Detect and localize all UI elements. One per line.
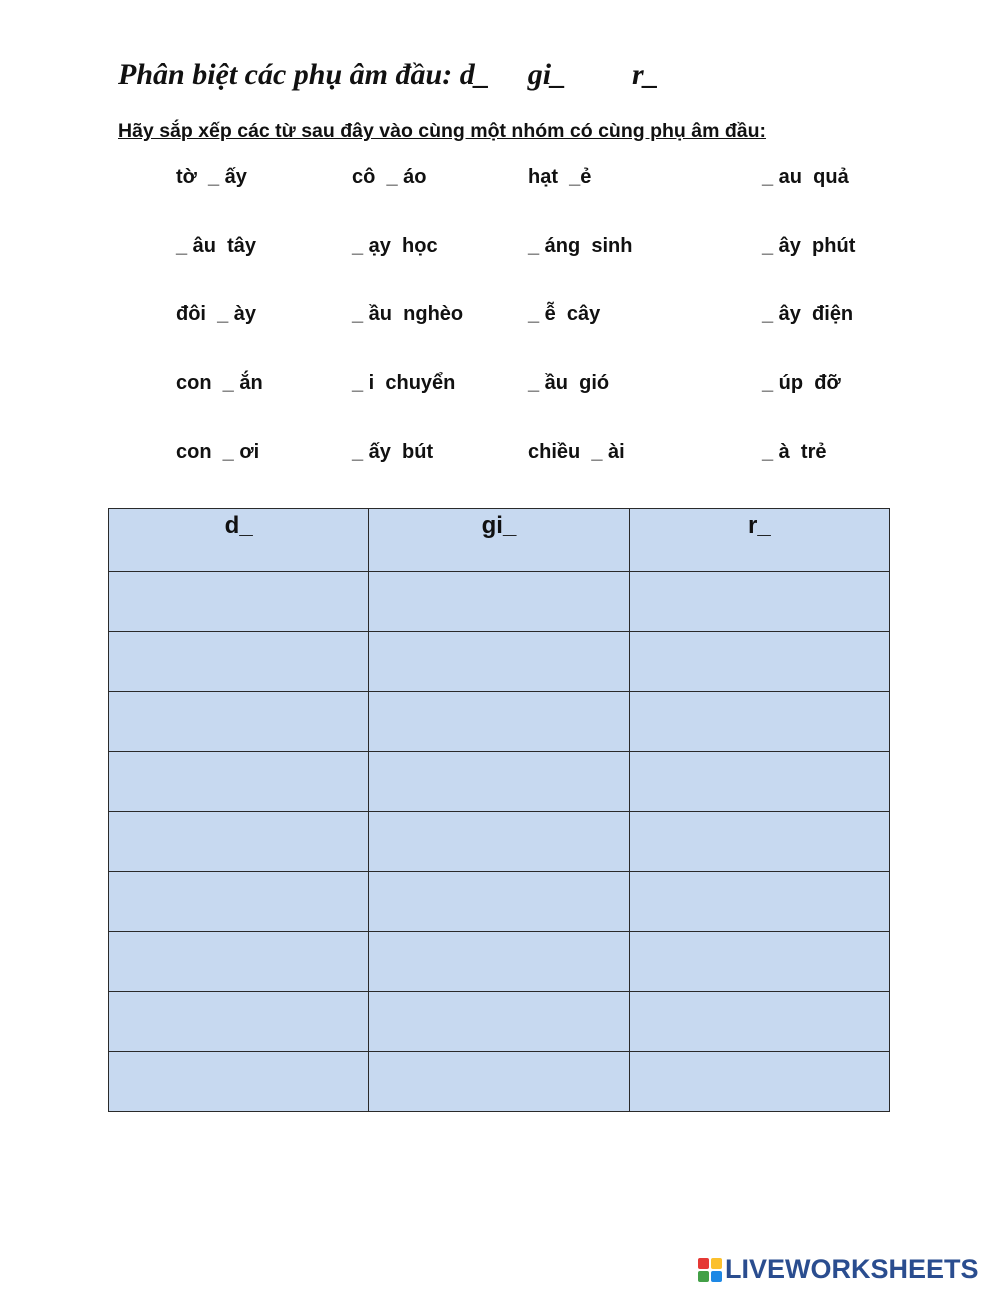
word-item: _ áng sinh (528, 235, 633, 257)
answer-cell[interactable] (369, 872, 629, 932)
answer-cell[interactable] (109, 572, 369, 632)
answer-cell[interactable] (369, 572, 629, 632)
column-header-d: d_ (109, 509, 369, 572)
answer-cell[interactable] (369, 1052, 629, 1112)
logo-square (698, 1271, 709, 1282)
answer-cell[interactable] (369, 992, 629, 1052)
title-main: Phân biệt các phụ âm đầu: d_ (118, 58, 490, 91)
logo-square (711, 1271, 722, 1282)
answer-cell[interactable] (109, 632, 369, 692)
answer-cell[interactable] (629, 692, 889, 752)
answer-cell[interactable] (369, 692, 629, 752)
answer-cell[interactable] (629, 572, 889, 632)
word-item: _ au quả (762, 166, 849, 188)
brand-name: LIVEWORKSHEETS (725, 1254, 979, 1284)
table-row (109, 812, 890, 872)
answer-table (108, 508, 890, 1112)
word-item: con _ ơi (176, 441, 260, 463)
word-item: _ i chuyển (352, 372, 456, 394)
answer-cell[interactable] (629, 752, 889, 812)
answer-cell[interactable] (109, 1052, 369, 1112)
word-item: _ ầu nghèo (352, 303, 464, 325)
column-header-r: r_ (629, 509, 889, 572)
title-consonant-gi: gi_ (527, 58, 567, 91)
word-item: _ ấy bút (352, 441, 434, 463)
word-item: _ ây phút (762, 235, 856, 257)
word-item: đôi _ ày (176, 303, 257, 325)
instruction-text: Hãy sắp xếp các từ sau đây vào cùng một nhóm có cùng phụ âm đầu: (118, 120, 767, 142)
logo-square (711, 1258, 722, 1269)
table-row (109, 752, 890, 812)
column-header-gi: gi_ (369, 509, 629, 572)
table-row (109, 932, 890, 992)
answer-cell[interactable] (109, 872, 369, 932)
word-item: cô _ áo (352, 166, 427, 188)
word-item: _ ây điện (762, 303, 854, 325)
answer-cell[interactable] (369, 632, 629, 692)
word-item: hạt _ẻ (528, 166, 592, 188)
answer-rows (109, 572, 890, 1112)
liveworksheets-brand (698, 1254, 979, 1285)
word-item: _ ễ cây (528, 303, 601, 325)
answer-cell[interactable] (109, 752, 369, 812)
answer-cell[interactable] (629, 812, 889, 872)
word-item: _ ạy học (352, 235, 438, 257)
liveworksheets-logo-icon (698, 1258, 722, 1282)
table-row (109, 572, 890, 632)
answer-cell[interactable] (629, 1052, 889, 1112)
answer-cell[interactable] (109, 932, 369, 992)
word-item: _ âu tây (176, 235, 257, 257)
table-row (109, 1052, 890, 1112)
answer-cell[interactable] (629, 632, 889, 692)
table-row (109, 872, 890, 932)
word-item: chiều _ ài (528, 441, 625, 463)
answer-cell[interactable] (629, 872, 889, 932)
worksheet-title (118, 58, 659, 92)
answer-cell[interactable] (109, 992, 369, 1052)
table-row (109, 632, 890, 692)
answer-cell[interactable] (369, 932, 629, 992)
table-row (109, 692, 890, 752)
word-item: con _ ắn (176, 372, 263, 394)
word-item: _ ầu gió (528, 372, 610, 394)
table-row (109, 992, 890, 1052)
answer-cell[interactable] (629, 992, 889, 1052)
answer-cell[interactable] (629, 932, 889, 992)
title-consonant-r: r_ (632, 58, 659, 91)
word-item: tờ _ ấy (176, 166, 247, 188)
word-item: _ úp đỡ (762, 372, 841, 394)
answer-cell[interactable] (109, 692, 369, 752)
word-item: _ à trẻ (762, 441, 827, 463)
logo-square (698, 1258, 709, 1269)
answer-cell[interactable] (109, 812, 369, 872)
answer-cell[interactable] (369, 812, 629, 872)
header-row (109, 509, 890, 572)
answer-cell[interactable] (369, 752, 629, 812)
